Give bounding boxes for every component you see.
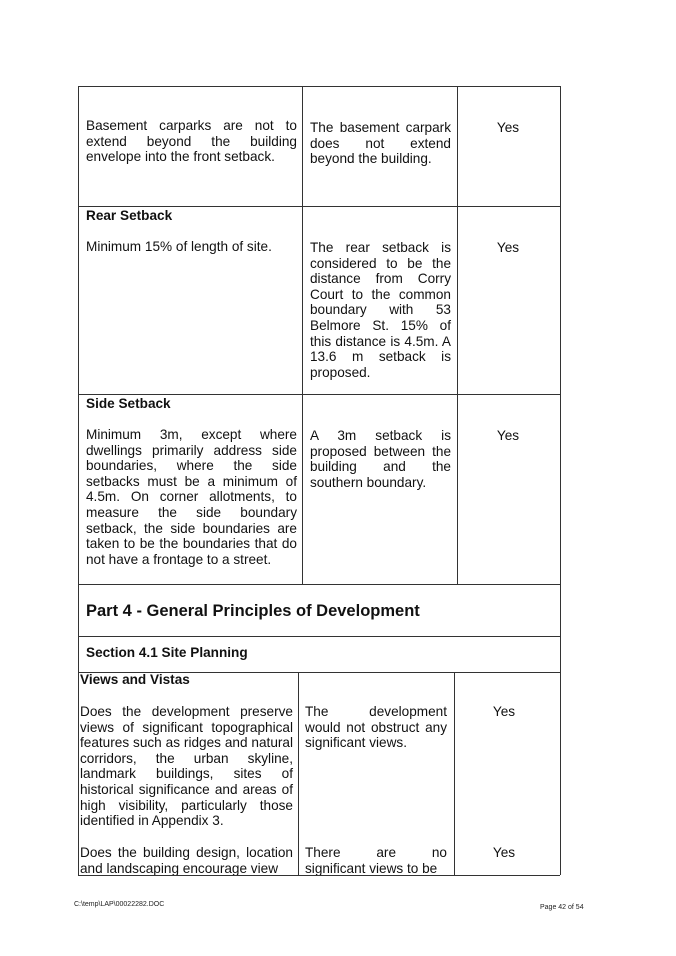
table-top-border bbox=[78, 86, 560, 87]
row-divider-3 bbox=[78, 584, 560, 585]
footer-page-number: Page 42 of 54 bbox=[540, 904, 584, 911]
row-divider-2 bbox=[78, 394, 560, 395]
table-bottom-border bbox=[78, 875, 560, 876]
side-setback-heading: Side Setback bbox=[86, 396, 171, 411]
rear-setback-proposal: The rear setback is considered to be the distance from Corry Court to the common boundary with 53 Belmore St. 15% of this distance is 4.5m. A 13.6 m setback is proposed. bbox=[310, 240, 451, 380]
views-requirement: Does the development preserve views of significant topographical features such as ridges and natural corridors, the urban skyline, landmark buildings, sites of historical significance and areas of high visibility, particularly those identified in Appendix 3. bbox=[80, 704, 293, 829]
col-divider-1 bbox=[302, 86, 303, 584]
rear-setback-requirement: Minimum 15% of length of site. bbox=[86, 239, 272, 254]
views-heading: Views and Vistas bbox=[80, 672, 190, 687]
col-divider-2 bbox=[457, 86, 458, 584]
views-requirement-2: Does the building design, location and landscaping encourage view bbox=[80, 845, 293, 875]
row-divider-4 bbox=[78, 636, 560, 637]
basement-proposal: The basement carpark does not extend beyond the building. bbox=[310, 120, 451, 167]
part4-heading: Part 4 - General Principles of Development bbox=[86, 602, 420, 620]
col-divider-1b bbox=[298, 672, 299, 875]
views-proposal: The development would not obstruct any significant views. bbox=[305, 704, 447, 751]
rear-setback-heading: Rear Setback bbox=[86, 208, 173, 223]
table-right-border bbox=[560, 86, 561, 875]
table-left-border bbox=[78, 86, 79, 875]
side-setback-requirement: Minimum 3m, except where dwellings primarily address side boundaries, where the side setbacks must be a minimum of 4.5m. On corner allotments, to measure the side boundary setback, the side boundaries are taken to be the boundaries that do not have a frontage to a street. bbox=[86, 427, 297, 567]
views-complies-2: Yes bbox=[492, 845, 516, 860]
side-setback-proposal: A 3m setback is proposed between the building and the southern boundary. bbox=[310, 428, 451, 490]
basement-requirement: Basement carparks are not to extend beyond the building envelope into the front setback. bbox=[86, 118, 297, 165]
col-divider-2b bbox=[454, 672, 455, 875]
views-proposal-2: There are no significant views to be bbox=[305, 845, 447, 875]
views-complies: Yes bbox=[492, 704, 516, 719]
footer-file-path: C:\temp\LAP\00022282.DOC bbox=[74, 901, 165, 908]
section41-heading: Section 4.1 Site Planning bbox=[86, 645, 248, 660]
rear-setback-complies: Yes bbox=[496, 240, 520, 255]
row-divider-1 bbox=[78, 206, 560, 207]
basement-complies: Yes bbox=[496, 120, 520, 135]
side-setback-complies: Yes bbox=[496, 428, 520, 443]
